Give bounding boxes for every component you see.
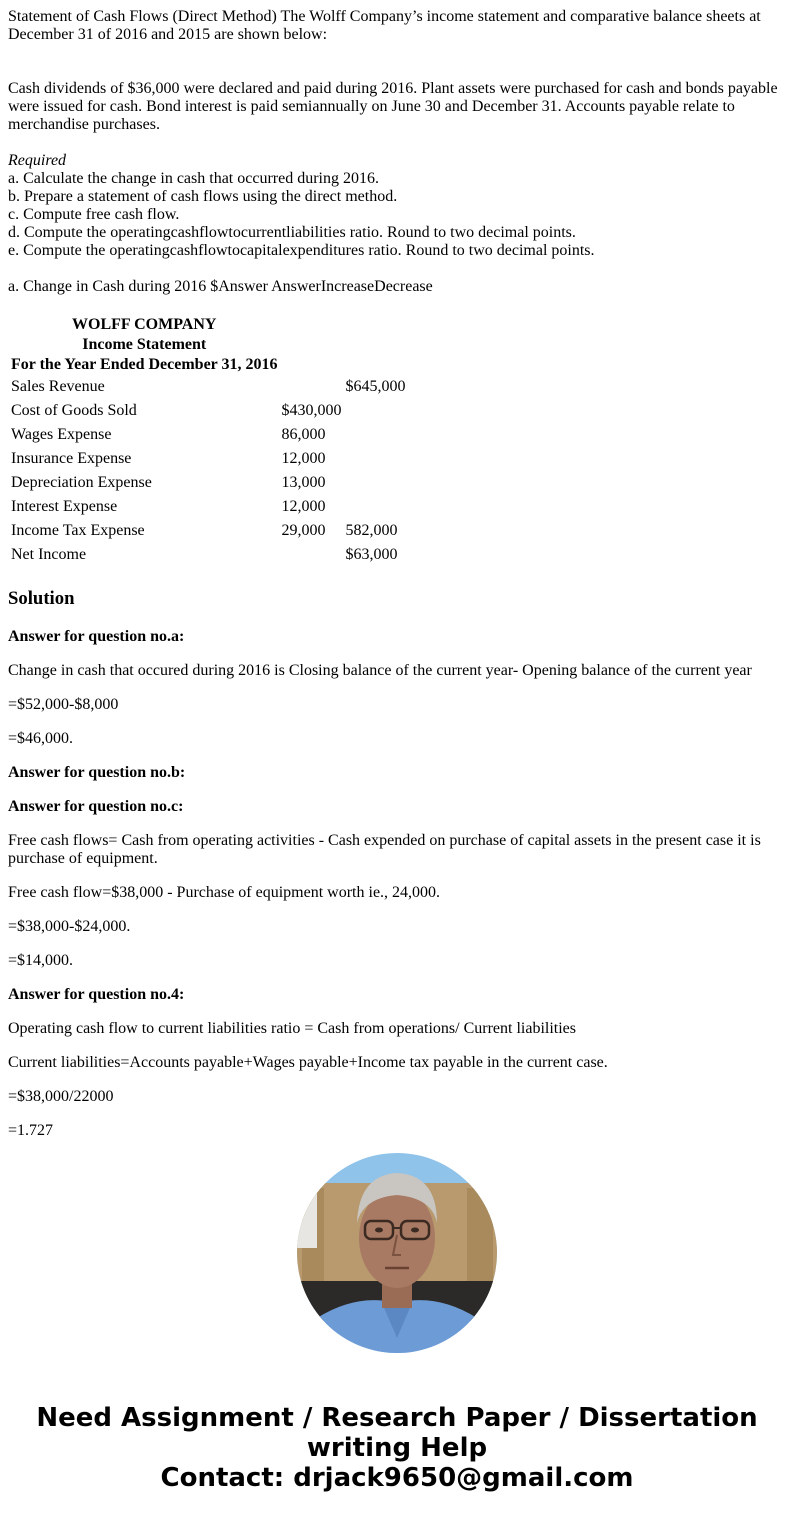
answer-d-line: =1.727 (8, 1122, 54, 1139)
answer-a-line: =$52,000-$8,000 (8, 696, 119, 713)
required-item-c: c. Compute free cash flow. (8, 206, 180, 223)
banner-line-2: writing Help (306, 1433, 488, 1463)
answer-c-line: Free cash flows= Cash from operating activities - Cash expended on purchase of capital assets in the present case it is purchase of equipment. (8, 832, 761, 867)
answer-d-line: Current liabilities=Accounts payable+Wages payable+Income tax payable in the current case. (8, 1054, 608, 1071)
required-label: Required (8, 152, 67, 169)
answer-c-line: Free cash flow=$38,000 - Purchase of equipment worth ie., 24,000. (8, 884, 441, 901)
banner-contact: Contact: drjack9650@gmail.com (160, 1463, 634, 1493)
answer-b-heading: Answer for question no.b: (8, 764, 186, 781)
answer-a-heading: Answer for question no.a: (8, 628, 185, 645)
table-row (10, 424, 406, 446)
row-col2 (344, 424, 406, 446)
table-row (10, 448, 406, 470)
table-row (10, 520, 406, 542)
table-row (10, 376, 406, 398)
row-col2 (344, 400, 406, 422)
table-row (10, 544, 406, 566)
answer-c-heading: Answer for question no.c: (8, 798, 184, 815)
required-item-d: d. Compute the operatingcashflowtocurrentliabilities ratio. Round to two decimal points. (8, 224, 576, 241)
row-col2 (344, 472, 406, 494)
answer-d-line: Operating cash flow to current liabilities ratio = Cash from operations/ Current liabilities (8, 1020, 576, 1037)
income-statement-table (8, 314, 408, 568)
required-item-b: b. Prepare a statement of cash flows using the direct method. (8, 188, 398, 205)
statement-period: For the Year Ended December 31, 2016 (11, 356, 278, 373)
row-col2: 582,000 (345, 522, 398, 539)
statement-title: Income Statement (82, 336, 207, 353)
row-label: Insurance Expense (11, 450, 132, 467)
person-photo-icon (297, 1153, 497, 1353)
row-col1: $430,000 (281, 402, 342, 419)
answer-d-heading: Answer for question no.4: (8, 986, 185, 1003)
row-col1: 12,000 (281, 450, 326, 467)
row-col2: $63,000 (345, 546, 398, 563)
answer-a-line: Change in cash that occured during 2016 is Closing balance of the current year- Opening balance of the current year (8, 662, 752, 679)
required-item-e: e. Compute the operatingcashflowtocapitalexpenditures ratio. Round to two decimal points. (8, 242, 595, 259)
answer-c-line: =$14,000. (8, 952, 74, 969)
company-name: WOLFF COMPANY (72, 316, 217, 333)
row-col2 (344, 496, 406, 518)
table-row (10, 400, 406, 422)
table-row (10, 472, 406, 494)
answer-c-line: =$38,000-$24,000. (8, 918, 131, 935)
answer-d-line: =$38,000/22000 (8, 1088, 114, 1105)
row-col1 (280, 376, 342, 398)
promo-banner (0, 1403, 794, 1493)
answer-prompt: a. Change in Cash during 2016 $Answer AnswerIncreaseDecrease (8, 278, 433, 295)
row-col2: $645,000 (345, 378, 406, 395)
answer-a-line: =$46,000. (8, 730, 74, 747)
row-label: Interest Expense (11, 498, 118, 515)
row-label: Sales Revenue (11, 378, 105, 395)
required-list (8, 152, 786, 260)
row-label: Depreciation Expense (11, 474, 152, 491)
row-col1 (280, 544, 342, 566)
required-item-a: a. Calculate the change in cash that occurred during 2016. (8, 170, 379, 187)
row-label: Wages Expense (11, 426, 112, 443)
row-col1: 86,000 (281, 426, 326, 443)
question-intro: Statement of Cash Flows (Direct Method) The Wolff Company’s income statement and comparative balance sheets at December 31 of 2016 and 2015 are shown below: (8, 8, 761, 43)
row-label: Net Income (11, 546, 87, 563)
question-section (8, 8, 786, 296)
banner-line-1: Need Assignment / Research Paper / Dissertation (36, 1403, 758, 1433)
question-details: Cash dividends of $36,000 were declared and paid during 2016. Plant assets were purchased for cash and bonds payable were issued for cash. Bond interest is paid semiannually on June 30 and December 31. Accounts payable relate to merchandise purchases. (8, 80, 778, 133)
table-row (10, 496, 406, 518)
row-col2 (344, 448, 406, 470)
row-label: Cost of Goods Sold (11, 402, 137, 419)
row-col1: 13,000 (281, 474, 326, 491)
solution-section (8, 628, 786, 1140)
row-col1: 29,000 (281, 522, 326, 539)
row-label: Income Tax Expense (11, 522, 145, 539)
solution-heading: Solution (8, 588, 75, 609)
avatar (297, 1153, 497, 1353)
row-col1: 12,000 (281, 498, 326, 515)
